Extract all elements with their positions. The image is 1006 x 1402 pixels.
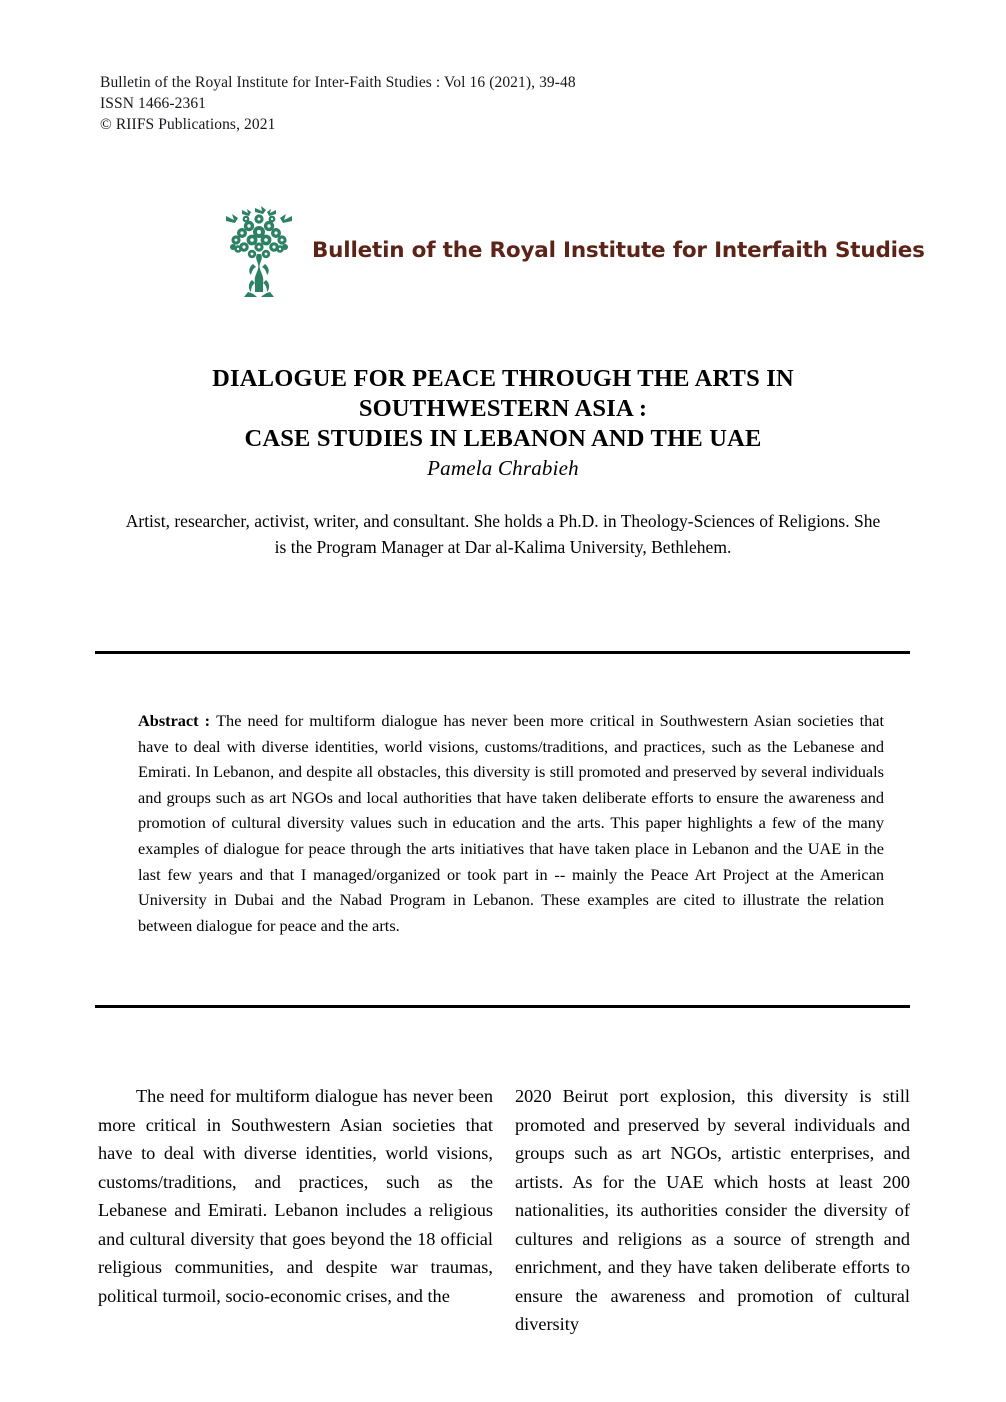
title-line-1: DIALOGUE FOR PEACE THROUGH THE ARTS IN xyxy=(212,365,794,393)
author-name: Pamela Chrabieh xyxy=(427,456,579,480)
abstract-text: The need for multiform dialogue has never been more critical in Southwestern Asian societies that have to deal with diverse identities, world visions, customs/traditions, and practices, such as the Lebanese and Emirati. In Lebanon, and despite all obstacles, this diversity is still promoted and preserved by several individuals and groups such as art NGOs and local authorities that have taken deliberate efforts to ensure the awareness and promotion of cultural diversity values such in education and the arts. This paper highlights a few of the many examples of dialogue for peace through the arts initiatives that have taken place in Lebanon and the UAE in the last few years and that I managed/organized or took part in -- mainly the Peace Art Project at the American University in Dubai and the Nabad Program in Lebanon. These examples are cited to illustrate the relation between dialogue for peace and the arts. xyxy=(138,711,884,935)
journal-header xyxy=(100,72,800,135)
author-bio: Artist, researcher, activist, writer, and consultant. She holds a Ph.D. in Theology-Sciences of Religions. She is the Program Manager at Dar al-Kalima University, Bethlehem. xyxy=(125,511,881,557)
abstract-label: Abstract : xyxy=(138,711,217,730)
divider-above-abstract xyxy=(95,651,910,654)
abstract-block xyxy=(138,708,884,938)
journal-copyright-line: © RIIFS Publications, 2021 xyxy=(100,116,276,133)
title-line-2: SOUTHWESTERN ASIA : xyxy=(358,395,648,423)
tree-of-life-logo-icon xyxy=(222,202,296,298)
journal-logo-wordmark: Bulletin of the Royal Institute for Interfaith Studies xyxy=(312,237,925,263)
body-paragraph-right: 2020 Beirut port explosion, this diversity is still promoted and preserved by several individuals and groups such as art NGOs, artistic enterprises, and artists. As for the UAE which hosts at least 200 nationalities, its authorities consider the diversity of cultures and religions as a source of strength and enrichment, and they have taken deliberate efforts to ensure the awareness and promotion of cultural diversity xyxy=(515,1086,910,1334)
journal-logo-block xyxy=(222,200,925,300)
divider-below-abstract xyxy=(95,1005,910,1008)
body-paragraph-left: The need for multiform dialogue has never been more critical in Southwestern Asian societies that have to deal with diverse identities, world visions, customs/traditions, and practices, such as the Lebanese and Emirati. Lebanon includes a religious and cultural diversity that goes beyond the 18 official religious communities, and despite war traumas, political turmoil, socio-economic crises, and the xyxy=(98,1086,493,1306)
page-title xyxy=(130,364,876,454)
journal-issn-line: ISSN 1466-2361 xyxy=(100,95,207,112)
body-column-right xyxy=(515,1082,910,1339)
body-column-left xyxy=(98,1082,493,1339)
journal-citation-line: Bulletin of the Royal Institute for Inter-Faith Studies : Vol 16 (2021), 39-48 xyxy=(100,74,576,91)
body-columns xyxy=(98,1082,910,1339)
title-line-3: CASE STUDIES IN LEBANON AND THE UAE xyxy=(244,425,762,453)
